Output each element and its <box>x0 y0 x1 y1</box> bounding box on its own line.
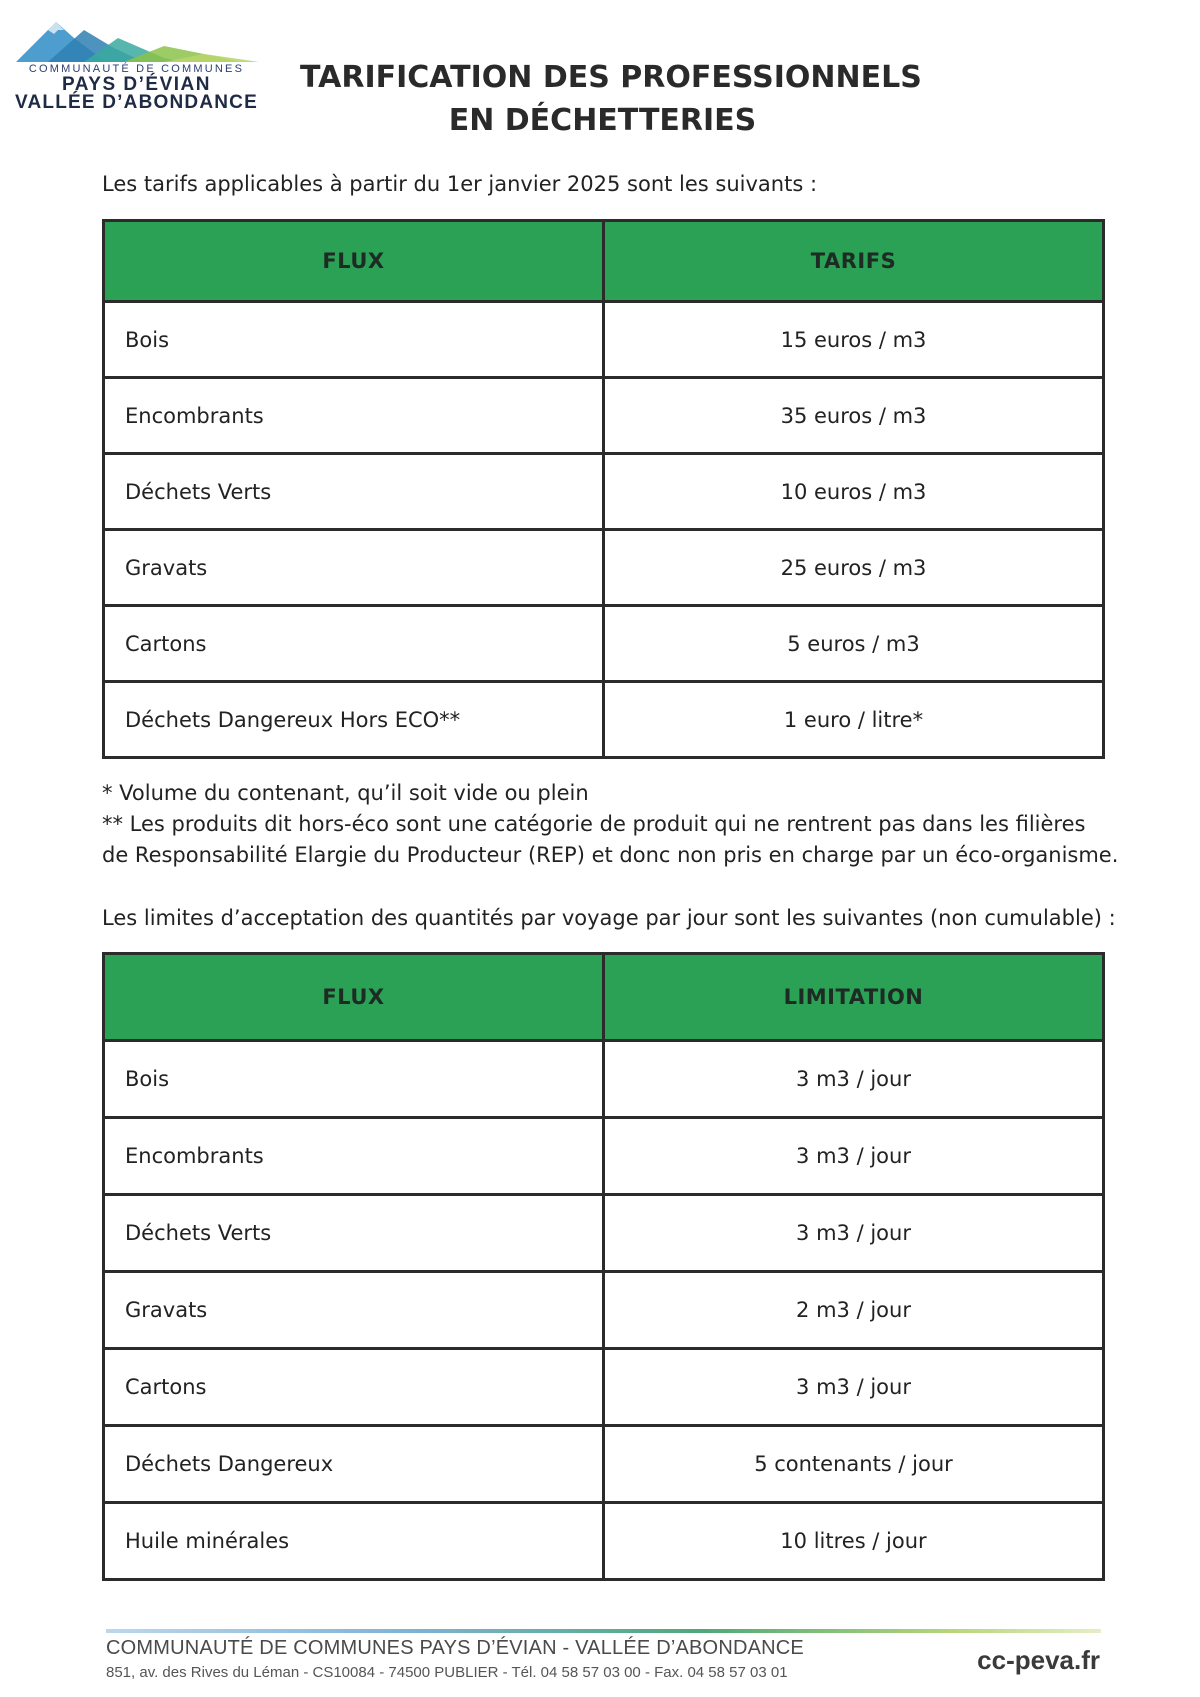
footer-address: 851, av. des Rives du Léman - CS10084 - 74500 PUBLIER - Tél. 04 58 57 03 00 - Fax. 04 58 57 03 01 <box>106 1664 788 1681</box>
flux-cell: Encombrants <box>104 378 604 454</box>
flux-cell: Cartons <box>104 606 604 682</box>
footnotes <box>102 778 1119 871</box>
logo-text-community: COMMUNAUTÉ DE COMMUNES <box>28 63 245 75</box>
flux-cell: Déchets Verts <box>104 1195 604 1272</box>
limitation-cell: 3 m3 / jour <box>604 1349 1104 1426</box>
tarif-cell: 5 euros / m3 <box>604 606 1104 682</box>
flux-cell: Gravats <box>104 1272 604 1349</box>
table-row <box>104 1118 1104 1195</box>
flux-cell: Déchets Verts <box>104 454 604 530</box>
table-row <box>104 378 1104 454</box>
table-row <box>104 302 1104 378</box>
footer-organization: COMMUNAUTÉ DE COMMUNES PAYS D’ÉVIAN - VALLÉE D’ABONDANCE <box>106 1637 804 1659</box>
table-row <box>104 1272 1104 1349</box>
column-header-tarifs: TARIFS <box>604 221 1104 302</box>
footnote-1: * Volume du contenant, qu’il soit vide ou plein <box>102 781 589 805</box>
table-row <box>104 1503 1104 1580</box>
page-title-line2: EN DÉCHETTERIES <box>448 103 757 138</box>
flux-cell: Encombrants <box>104 1118 604 1195</box>
footer-divider <box>106 1629 1101 1633</box>
tarif-cell: 10 euros / m3 <box>604 454 1104 530</box>
limits-table <box>102 952 1105 1581</box>
tarif-cell: 25 euros / m3 <box>604 530 1104 606</box>
page-title <box>300 56 922 142</box>
organization-logo <box>14 18 259 113</box>
table-row <box>104 1426 1104 1503</box>
table-row <box>104 606 1104 682</box>
tarif-cell: 1 euro / litre* <box>604 682 1104 758</box>
table-header-row <box>104 221 1104 302</box>
table-row <box>104 1041 1104 1118</box>
tarif-cell: 15 euros / m3 <box>604 302 1104 378</box>
table-row <box>104 454 1104 530</box>
flux-cell: Déchets Dangereux <box>104 1426 604 1503</box>
limits-intro-text: Les limites d’acceptation des quantités par voyage par jour sont les suivantes (non cumulable) : <box>102 906 1116 930</box>
column-header-limitation: LIMITATION <box>604 954 1104 1041</box>
flux-cell: Bois <box>104 1041 604 1118</box>
logo-text-vallee: VALLÉE D’ABONDANCE <box>15 92 258 113</box>
footer-website-link[interactable]: cc-peva.fr <box>977 1645 1100 1675</box>
column-header-flux: FLUX <box>104 954 604 1041</box>
page-title-line1: TARIFICATION DES PROFESSIONNELS <box>300 60 922 95</box>
table-row <box>104 530 1104 606</box>
limitation-cell: 10 litres / jour <box>604 1503 1104 1580</box>
limitation-cell: 5 contenants / jour <box>604 1426 1104 1503</box>
logo-text-pays-evian: PAYS D’ÉVIAN <box>62 74 211 95</box>
limitation-cell: 3 m3 / jour <box>604 1041 1104 1118</box>
column-header-flux: FLUX <box>104 221 604 302</box>
tarif-cell: 35 euros / m3 <box>604 378 1104 454</box>
limitation-cell: 3 m3 / jour <box>604 1195 1104 1272</box>
footnote-2-line2: de Responsabilité Elargie du Producteur (REP) et donc non pris en charge par un éco-organisme. <box>102 843 1119 867</box>
flux-cell: Déchets Dangereux Hors ECO** <box>104 682 604 758</box>
flux-cell: Huile minérales <box>104 1503 604 1580</box>
table-row <box>104 682 1104 758</box>
limitation-cell: 2 m3 / jour <box>604 1272 1104 1349</box>
flux-cell: Bois <box>104 302 604 378</box>
table-header-row <box>104 954 1104 1041</box>
table-row <box>104 1195 1104 1272</box>
tarifs-table <box>102 219 1105 759</box>
flux-cell: Cartons <box>104 1349 604 1426</box>
mountains-logo-graphic <box>14 18 259 68</box>
limitation-cell: 3 m3 / jour <box>604 1118 1104 1195</box>
table-row <box>104 1349 1104 1426</box>
tarifs-intro-text: Les tarifs applicables à partir du 1er janvier 2025 sont les suivants : <box>102 172 818 196</box>
flux-cell: Gravats <box>104 530 604 606</box>
footnote-2-line1: ** Les produits dit hors-éco sont une catégorie de produit qui ne rentrent pas dans les filières <box>102 812 1086 836</box>
